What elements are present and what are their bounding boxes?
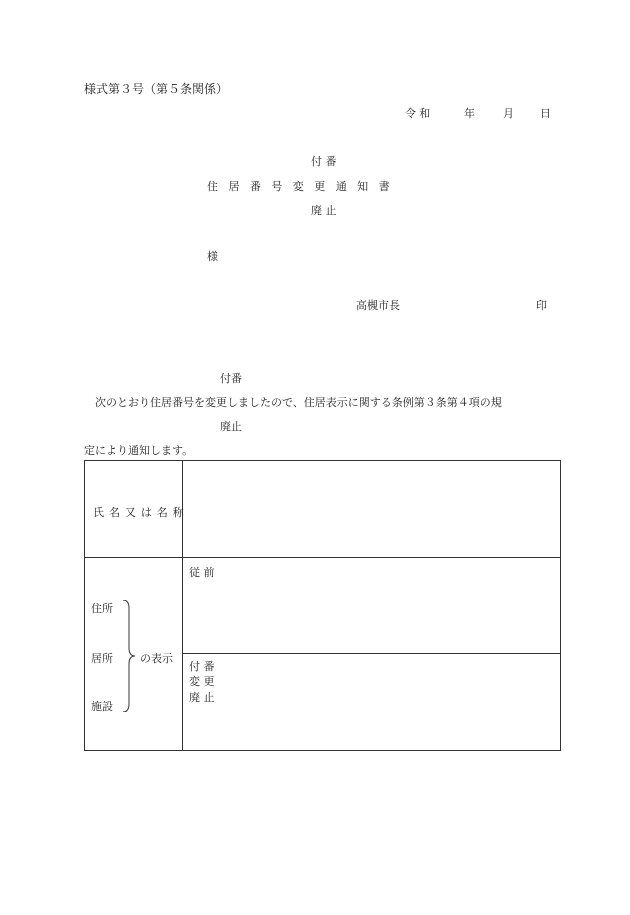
address-option-kyosho: 居所 <box>91 652 113 665</box>
address-option-jusho: 住所 <box>91 602 113 615</box>
change-option-assign: 付 番 <box>189 660 215 673</box>
change-option-abolish: 廃 止 <box>189 691 215 704</box>
change-option-change: 変 更 <box>189 675 215 688</box>
previous-label: 従 前 <box>189 566 215 579</box>
name-value-cell[interactable] <box>183 461 561 558</box>
title-option-top: 付 番 <box>311 155 337 168</box>
address-label-suffix: の表示 <box>140 652 173 665</box>
address-option-shisetsu: 施設 <box>91 700 113 713</box>
body-option-top: 付番 <box>220 372 242 385</box>
address-value-cell <box>183 558 561 751</box>
previous-address-area[interactable] <box>183 558 560 654</box>
document-title: 住居番号変更通知書 <box>207 180 401 193</box>
brace-icon <box>121 600 137 712</box>
date-era: 令和 <box>405 107 434 120</box>
date-month: 月 <box>503 107 514 120</box>
name-label: 氏名又は名称 <box>93 506 189 519</box>
issuer-name: 高槻市長 <box>356 299 400 312</box>
table-row <box>85 461 561 558</box>
name-label-cell <box>85 461 189 558</box>
addressee-suffix: 様 <box>207 250 218 263</box>
date-day: 日 <box>540 107 551 120</box>
body-text-line2: 定により通知します。 <box>84 444 194 457</box>
body-option-bottom: 廃止 <box>220 420 242 433</box>
notification-table <box>84 460 561 751</box>
table-row <box>85 558 561 751</box>
body-text-line1: 次のとおり住居番号を変更しましたので、住居表示に関する条例第３条第４項の規 <box>95 396 502 409</box>
form-number: 様式第３号（第５条関係） <box>84 82 229 96</box>
seal-mark: 印 <box>536 299 547 312</box>
address-label-cell <box>85 558 183 751</box>
title-option-bottom: 廃 止 <box>311 204 337 217</box>
date-year: 年 <box>464 107 475 120</box>
